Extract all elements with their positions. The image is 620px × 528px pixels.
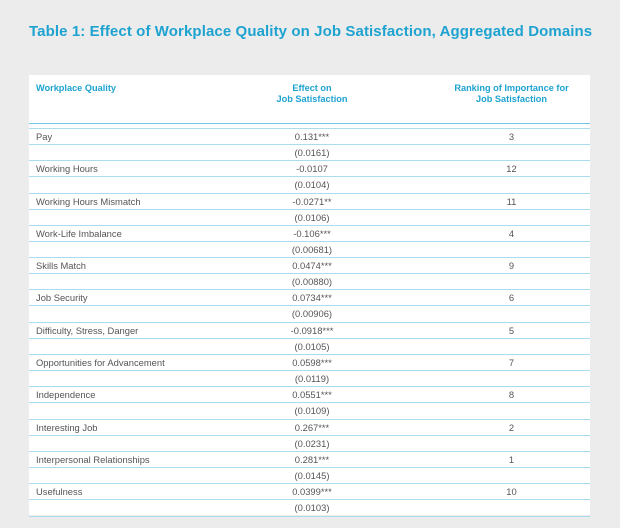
table-row	[29, 322, 590, 354]
row-label: Working Hours Mismatch	[36, 195, 141, 207]
row-effect: -0.0918***	[290, 324, 334, 336]
row-label: Difficulty, Stress, Danger	[36, 324, 139, 336]
header-ranking-line1: Ranking of Importance for	[454, 83, 569, 93]
row-effect: -0.0271**	[292, 195, 332, 207]
row-label: Job Security	[36, 292, 88, 304]
table-row	[29, 419, 590, 451]
row-effect: 0.267***	[294, 421, 330, 433]
row-label: Interpersonal Relationships	[36, 453, 150, 465]
row-standard-error: (0.0145)	[294, 469, 330, 481]
row-effect: 0.0474***	[292, 260, 332, 272]
row-effect: 0.0598***	[292, 357, 332, 369]
row-standard-error: (0.00681)	[291, 243, 333, 255]
header-ranking-line2: Job Satisfaction	[476, 94, 547, 104]
header-effect-line1: Effect on	[292, 83, 332, 93]
table-row	[29, 257, 590, 289]
row-label: Working Hours	[36, 163, 98, 175]
table-row	[29, 451, 590, 483]
table-body	[29, 128, 590, 516]
row-standard-error: (0.00880)	[291, 276, 333, 288]
row-label: Interesting Job	[36, 421, 98, 433]
row-effect: 0.281***	[294, 453, 330, 465]
row-effect: 0.0551***	[292, 389, 332, 401]
table-title: Table 1: Effect of Workplace Quality on Job Satisfaction, Aggregated Domains	[29, 23, 593, 40]
row-standard-error: (0.0161)	[294, 147, 330, 158]
row-rank: 4	[508, 227, 515, 239]
row-rank: 8	[508, 389, 515, 401]
table-panel	[29, 75, 590, 515]
row-label: Work-Life Imbalance	[36, 227, 122, 239]
row-label: Opportunities for Advancement	[36, 357, 165, 369]
row-effect: 0.0399***	[292, 486, 332, 498]
row-rank: 7	[508, 357, 515, 369]
row-rank: 6	[508, 292, 515, 304]
row-rank: 11	[506, 195, 517, 207]
row-rank: 12	[506, 163, 517, 175]
header-workplace-quality: Workplace Quality	[36, 83, 116, 93]
row-standard-error: (0.0105)	[294, 340, 330, 352]
row-rank: 2	[508, 421, 515, 433]
table-row	[29, 289, 590, 321]
table-bottom-divider	[29, 516, 590, 517]
row-standard-error: (0.0231)	[294, 437, 330, 449]
row-label: Pay	[36, 131, 53, 142]
row-standard-error: (0.0103)	[294, 502, 330, 514]
table-row	[29, 386, 590, 418]
table-row	[29, 128, 590, 160]
header-divider	[29, 123, 590, 124]
row-effect: -0.0107	[296, 163, 328, 175]
table-row	[29, 483, 590, 515]
row-label: Usefulness	[36, 486, 83, 498]
row-rank: 3	[508, 131, 515, 142]
row-rank: 5	[508, 324, 515, 336]
row-standard-error: (0.0119)	[294, 373, 330, 385]
row-effect: -0.106***	[293, 227, 331, 239]
row-effect: 0.131***	[294, 131, 330, 142]
row-standard-error: (0.0106)	[294, 211, 330, 223]
row-label: Independence	[36, 389, 96, 401]
table-row	[29, 354, 590, 386]
table-row	[29, 193, 590, 225]
row-standard-error: (0.00906)	[291, 308, 333, 320]
table-row	[29, 160, 590, 192]
table-row	[29, 225, 590, 257]
row-rank: 1	[508, 453, 515, 465]
row-standard-error: (0.0109)	[294, 405, 330, 417]
row-standard-error: (0.0104)	[294, 179, 330, 191]
row-rank: 10	[506, 486, 517, 498]
row-rank: 9	[508, 260, 515, 272]
row-label: Skills Match	[36, 260, 87, 272]
header-effect-line2: Job Satisfaction	[276, 94, 348, 104]
row-effect: 0.0734***	[292, 292, 332, 304]
